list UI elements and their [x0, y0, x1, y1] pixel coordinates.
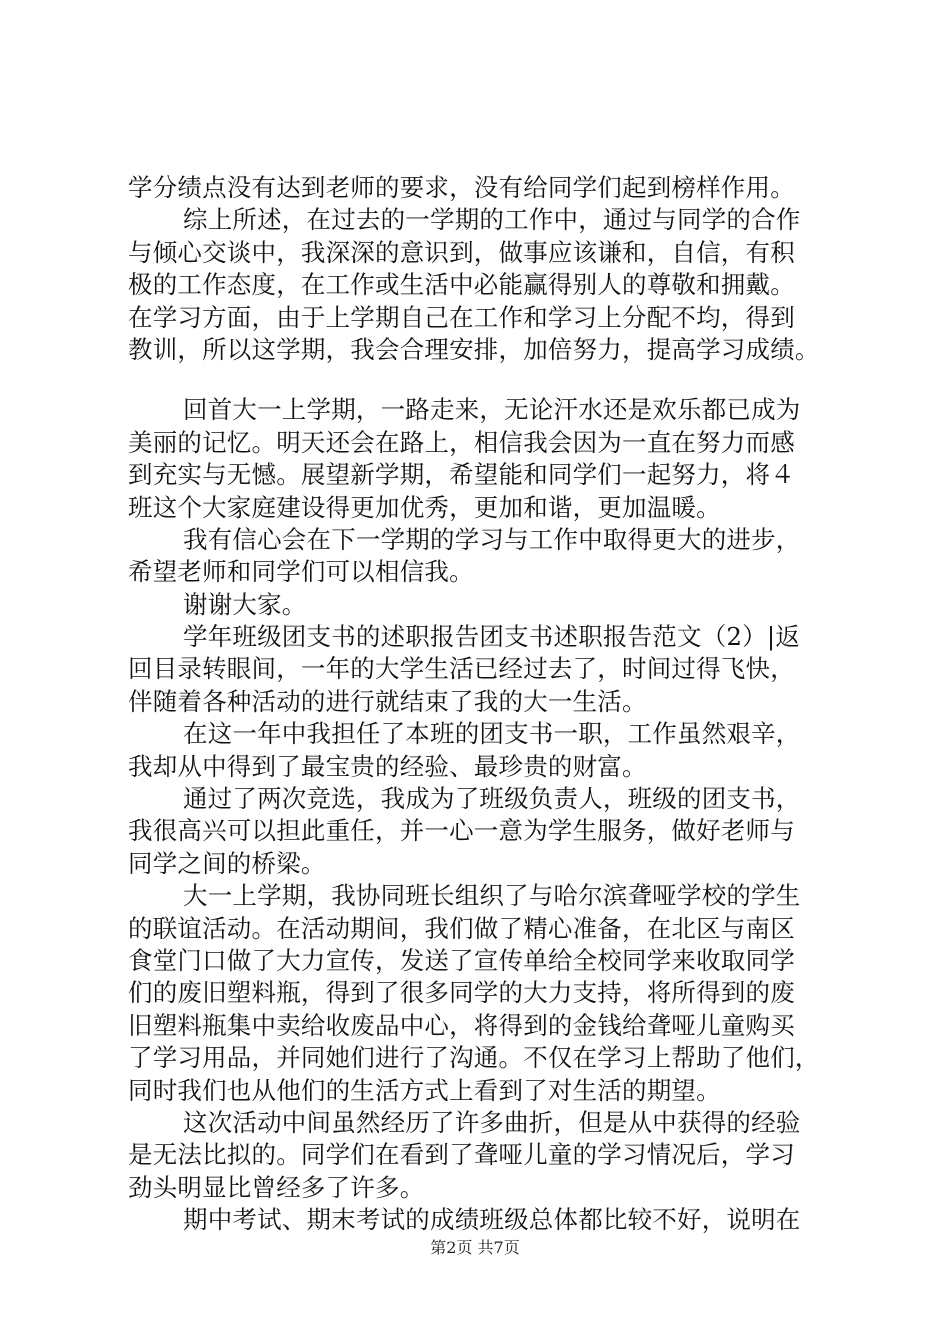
- paragraph-start: 在这一年中我担任了本班的团支书一职，工作虽然艰辛，: [183, 719, 801, 749]
- text-line: 了学习用品，并同她们进行了沟通。不仅在学习上帮助了他们，: [128, 1043, 820, 1073]
- text-line: 我很高兴可以担此重任，并一心一意为学生服务，做好老师与: [128, 816, 795, 846]
- text-line: 与倾心交谈中，我深深的意识到，做事应该谦和，自信，有积: [128, 237, 795, 267]
- text-line: 食堂门口做了大力宣传，发送了宣传单给全校同学来收取同学: [128, 945, 795, 975]
- text-line: 的联谊活动。在活动期间，我们做了精心准备，在北区与南区: [128, 913, 795, 943]
- text-line: 同时我们也从他们的生活方式上看到了对生活的期望。: [128, 1075, 721, 1105]
- paragraph-gap: [128, 366, 838, 394]
- paragraph-start: 这次活动中间虽然经历了许多曲折，但是从中获得的经验: [183, 1107, 801, 1137]
- text-line: 们的废旧塑料瓶，得到了很多同学的大力支持，将所得到的废: [128, 978, 795, 1008]
- text-line: 同学之间的桥梁。: [128, 848, 326, 878]
- text-line: 班这个大家庭建设得更加优秀，更加和谐，更加温暖。: [128, 492, 721, 522]
- paragraph-start: 我有信心会在下一学期的学习与工作中取得更大的进步，: [183, 524, 801, 554]
- text-line: 旧塑料瓶集中卖给收废品中心，将得到的金钱给聋哑儿童购买: [128, 1010, 795, 1040]
- text-line: 劲头明显比曾经多了许多。: [128, 1172, 425, 1202]
- page-footer: [0, 1238, 950, 1258]
- text-line: 美丽的记忆。明天还会在路上，相信我会因为一直在努力而感: [128, 427, 795, 457]
- page-number: 第2页 共7页: [430, 1238, 520, 1257]
- paragraph-start: 大一上学期，我协同班长组织了与哈尔滨聋哑学校的学生: [183, 881, 801, 911]
- paragraph-start: 期中考试、期末考试的成绩班级总体都比较不好，说明在: [183, 1205, 801, 1235]
- text-line: 学分绩点没有达到老师的要求，没有给同学们起到榜样作用。: [128, 173, 795, 202]
- text-line: 是无法比拟的。同学们在看到了聋哑儿童的学习情况后，学习: [128, 1140, 795, 1170]
- text-line: 回目录转眼间，一年的大学生活已经过去了，时间过得飞快，: [128, 654, 795, 684]
- text-line: 希望老师和同学们可以相信我。: [128, 557, 474, 587]
- paragraph-start: 谢谢大家。: [183, 589, 307, 619]
- paragraph-start: 综上所述，在过去的一学期的工作中，通过与同学的合作: [183, 205, 801, 235]
- text-line: 在学习方面，由于上学期自己在工作和学习上分配不均，得到: [128, 302, 795, 332]
- text-line: 极的工作态度，在工作或生活中必能赢得别人的尊敬和拥戴。: [128, 270, 795, 300]
- text-line: 我却从中得到了最宝贵的经验、最珍贵的财富。: [128, 751, 647, 781]
- paragraph-start: 回首大一上学期，一路走来，无论汗水还是欢乐都已成为: [183, 395, 801, 425]
- paragraph-start: 通过了两次竞选，我成为了班级负责人，班级的团支书，: [183, 784, 801, 814]
- text-line: 教训，所以这学期，我会合理安排，加倍努力，提高学习成绩。: [128, 334, 820, 364]
- text-line: 伴随着各种活动的进行就结束了我的大一生活。: [128, 686, 647, 716]
- text-line: 到充实与无憾。展望新学期，希望能和同学们一起努力，将４: [128, 460, 795, 490]
- section-heading-line: 学年班级团支书的述职报告团支书述职报告范文（2）|返: [183, 622, 801, 652]
- document-body: [128, 172, 838, 1237]
